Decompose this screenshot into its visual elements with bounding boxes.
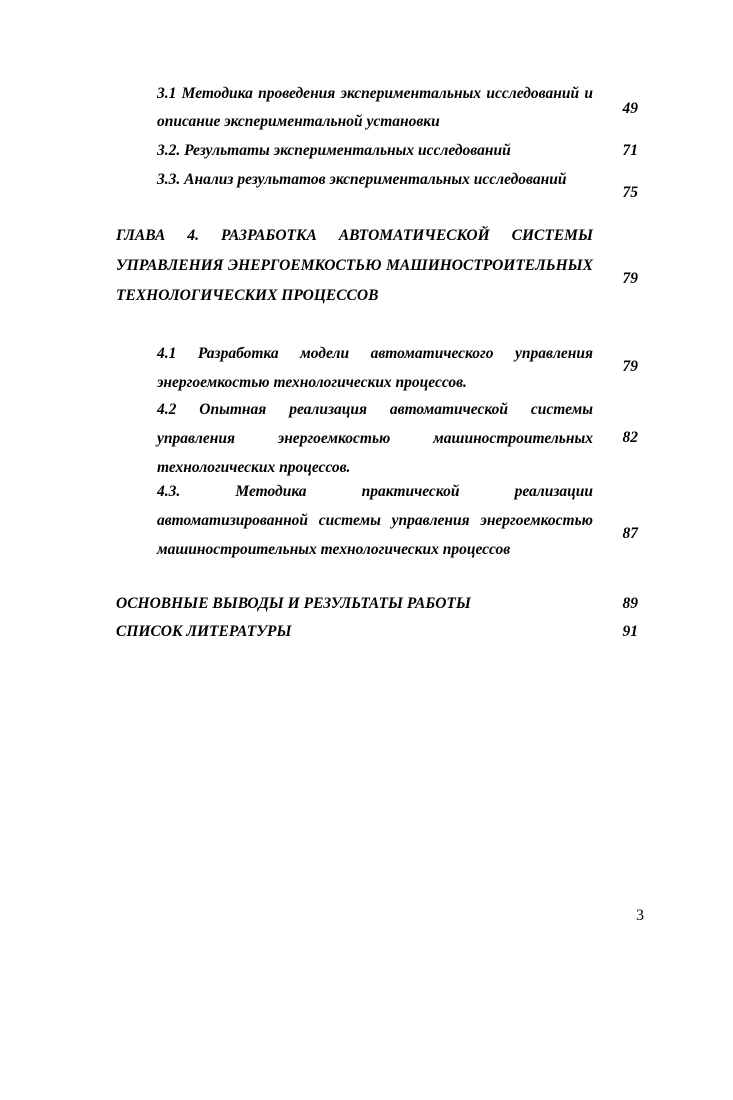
toc-entry-title: СПИСОК ЛИТЕРАТУРЫ [116,623,292,640]
toc-entry-title: ОСНОВНЫЕ ВЫВОДЫ И РЕЗУЛЬТАТЫ РАБОТЫ [116,595,471,612]
toc-entry-title: 3.2. Результаты экспериментальных исследований [157,142,511,159]
toc-entry-title: 4.1 Разработка модели автоматического управления энергоемкостью технологических процессов. [157,345,593,391]
page-number: 3 [636,907,644,924]
toc-entry-title: ГЛАВА 4. РАЗРАБОТКА АВТОМАТИЧЕСКОЙ СИСТЕМЫ УПРАВЛЕНИЯ ЭНЕРГОЕМКОСТЬЮ МАШИНОСТРОИТЕЛЬНЫХ ТЕХНОЛОГИЧЕСКИХ ПРОЦЕССОВ [116,227,593,304]
toc-entry-title: 3.1 Методика проведения экспериментальных исследований и описание экспериментальной установки [157,85,593,130]
toc-entry-page: 82 [622,429,638,446]
toc-entry-page: 87 [622,525,638,542]
toc-entry-page: 71 [622,142,638,159]
toc-entry-page: 49 [622,100,638,117]
toc-entry-title: 4.3. Методика практической реализации автоматизированной системы управления энергоемкостью машиностроительных технологических процессов [157,483,593,558]
toc-entry-page: 79 [622,270,638,287]
toc-entry-title: 4.2 Опытная реализация автоматической системы управления энергоемкостью машиностроительных технологических процессов. [157,401,593,476]
toc-entry-page: 91 [622,623,638,640]
toc-entry-page: 89 [622,595,638,612]
toc-entry-page: 79 [622,358,638,375]
toc-entry-title: 3.3. Анализ результатов экспериментальных исследований [157,171,567,188]
toc-entry-page: 75 [622,184,638,201]
